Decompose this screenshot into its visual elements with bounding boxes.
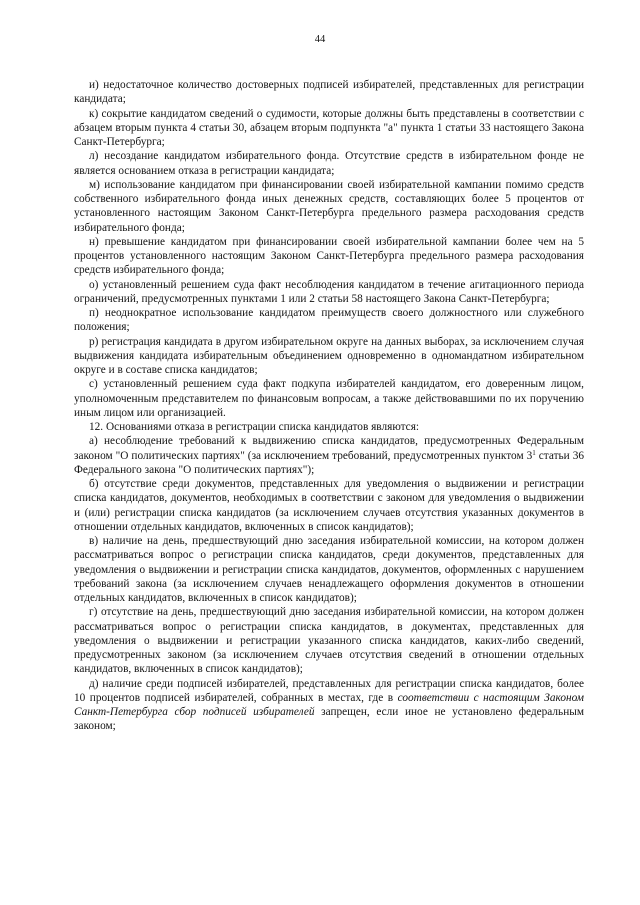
paragraph-o: о) установленный решением суда факт несоблюдения кандидатом в течение агитационного периода ограничений, предусмотренных пунктами 1 или 2 статьи 58 настоящего Закона Санкт-Петербурга; xyxy=(74,278,584,305)
paragraph-d-italic: соответствии с настоящим Законом Санкт-Петербурга сбор подписей избирателей xyxy=(74,691,585,718)
paragraph-d-text: д) наличие среди подписей избирателей, представленных для регистрации списка кандидатов, более 10 процентов подписей избирателей, собранных в местах, где в xyxy=(74,677,584,704)
paragraph-a-text: а) несоблюдение требований к выдвижению списка кандидатов, предусмотренных Федеральным законом "О политических партиях" (за исключением требований, предусмотренных пунктом 3 xyxy=(74,435,584,462)
paragraph-b: б) отсутствие среди документов, представленных для уведомления о выдвижении и регистрации списка кандидатов, документов, необходимых в соответствии с законом для уведомления о выдвижении и (или) регистрации списка кандидатов (за исключением случаев отсутствия указанных документов в отношении отдельных кандидатов, включенных в список кандидатов); xyxy=(74,478,584,533)
page-number: 44 xyxy=(314,34,326,45)
paragraph-p: п) неоднократное использование кандидатом преимуществ своего должностного или служебного положения; xyxy=(74,307,584,334)
paragraph-m: м) использование кандидатом при финансировании своей избирательной кампании помимо средств собственного избирательного фонда иных денежных средств, составляющих более 5 процентов от установленного настоящим Законом Санкт-Петербурга предельного размера расходования средств избирательного фонда; xyxy=(74,178,584,234)
paragraph-a-superscript: 1 xyxy=(532,448,536,457)
paragraph-d-tail: запрещен, если иное не установлено федеральным законом; xyxy=(74,706,584,733)
paragraph-l: л) несоздание кандидатом избирательного фонда. Отсутствие средств в избирательном фонде не является основанием отказа в регистрации кандидата; xyxy=(74,150,584,177)
paragraph-s: с) установленный решением суда факт подкупа избирателей кандидатом, его доверенным лицом, уполномоченным представителем по финансовым вопросам, а также действовавшими по их поручению иным лицом или организацией. xyxy=(74,378,584,419)
paragraph-i: и) недостаточное количество достоверных подписей избирателей, представленных для регистрации кандидата; xyxy=(74,79,584,106)
paragraph-a-tail: статьи 36 Федерального закона "О политических партиях"); xyxy=(74,449,585,476)
paragraph-r: р) регистрация кандидата в другом избирательном округе на данных выборах, за исключением случая выдвижения кандидата избирательным объединением одновременно в одномандатном избирательном округе и в составе списка кандидатов; xyxy=(74,335,584,376)
document-body xyxy=(74,78,584,734)
paragraph-k: к) сокрытие кандидатом сведений о судимости, которые должны быть представлены в соответствии с абзацем вторым пункта 4 статьи 30, абзацем вторым подпункта "а" пункта 1 статьи 33 настоящего Закона Санкт-Петербурга; xyxy=(74,107,584,148)
section-12-heading: 12. Основаниями отказа в регистрации списка кандидатов являются: xyxy=(89,421,420,433)
paragraph-v: в) наличие на день, предшествующий дню заседания избирательной комиссии, на котором должен рассматриваться вопрос о регистрации списка кандидатов, среди документов, представленных для уведомления о выдвижении и регистрации списка кандидатов, документов, оформленных с нарушением требований закона (за исключением случаев ненадлежащего оформления документов в отношении отдельных кандидатов, включенных в список кандидатов); xyxy=(74,535,584,604)
paragraph-n: н) превышение кандидатом при финансировании своей избирательной кампании более чем на 5 процентов установленного настоящим Законом Санкт-Петербурга предельного размера расходования средств избирательного фонда; xyxy=(74,235,584,277)
paragraph-d xyxy=(74,677,584,734)
paragraph-a xyxy=(74,434,584,477)
paragraph-g: г) отсутствие на день, предшествующий дню заседания избирательной комиссии, на котором должен рассматриваться вопрос о регистрации списка кандидатов, в документах, представленных для уведомления о выдвижении и регистрации указанного списка кандидатов, каких-либо сведений, предусмотренных законом (за исключением случаев отсутствия сведений в отношении отдельных кандидатов, включенных в список кандидатов); xyxy=(74,606,584,676)
